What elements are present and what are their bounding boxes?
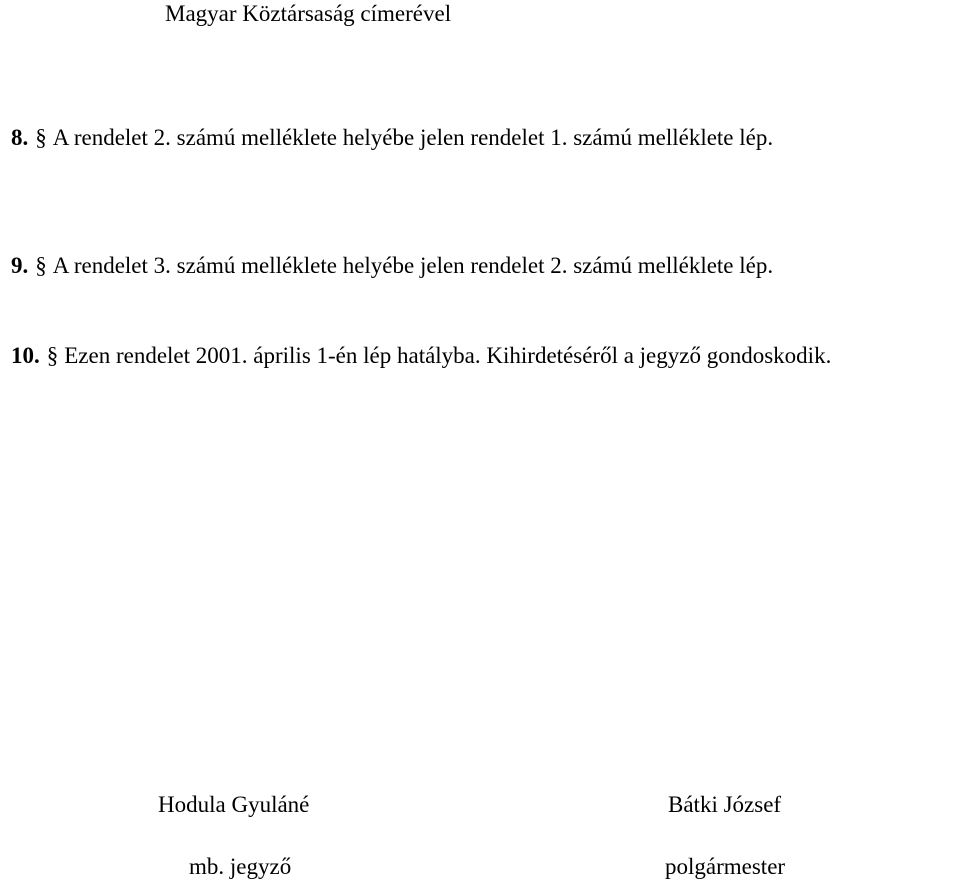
section-8-paragraph <box>11 124 773 152</box>
section-number: 8. <box>11 125 29 150</box>
section-number: 10. <box>11 343 40 368</box>
section-number: 9. <box>11 253 29 278</box>
section-symbol: § <box>46 343 59 368</box>
section-text: A rendelet 3. számú melléklete helyébe jelen rendelet 2. számú melléklete lép. <box>52 253 774 278</box>
signatory-left-name: Hodula Gyuláné <box>158 792 310 817</box>
section-9-paragraph <box>11 252 773 280</box>
section-text: Ezen rendelet 2001. április 1-én lép hatályba. Kihirdetéséről a jegyző gondoskodik. <box>64 343 832 368</box>
document-header: Magyar Köztársaság címerével <box>165 1 452 26</box>
section-10-paragraph <box>11 342 831 370</box>
signatory-right-title: polgármester <box>665 854 786 879</box>
section-symbol: § <box>35 253 47 278</box>
section-text: A rendelet 2. számú melléklete helyébe jelen rendelet 1. számú melléklete lép. <box>52 125 774 150</box>
section-symbol: § <box>35 125 47 150</box>
signatory-left-title: mb. jegyző <box>189 854 292 879</box>
signatory-right-name: Bátki József <box>668 792 782 817</box>
